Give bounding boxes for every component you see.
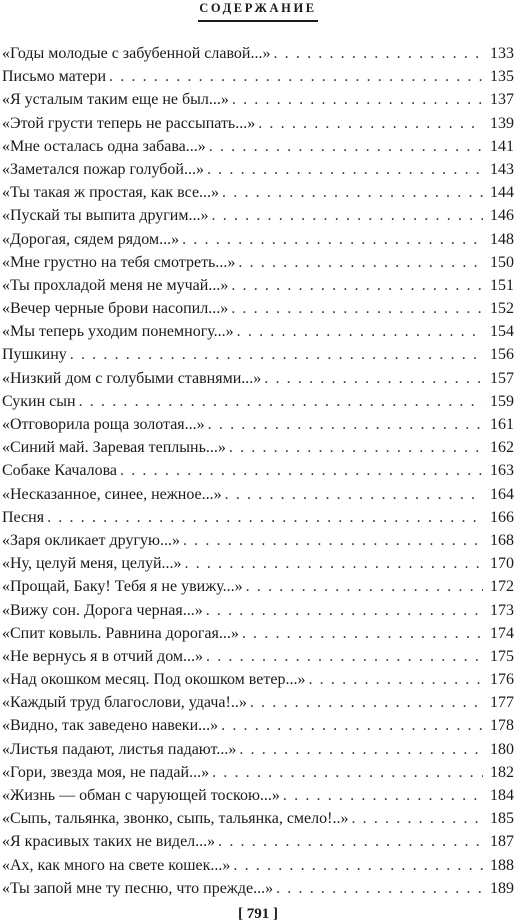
- toc-entry-page: 152: [490, 300, 514, 318]
- dot-leader: [231, 276, 483, 296]
- toc-entry-title: «Жизнь — обман с чарующей тоскою...»: [2, 787, 280, 804]
- toc-entry-title: «Низкий дом с голубыми ставнями...»: [2, 369, 262, 387]
- toc-entry-page: 176: [490, 671, 514, 689]
- toc-entry: [2, 461, 514, 484]
- toc-entry-title: Сукин сын: [2, 392, 76, 410]
- dot-leader: [246, 577, 483, 597]
- toc-entry: [2, 531, 514, 554]
- toc-entry-title: «Вижу сон. Дорога черная...»: [2, 601, 203, 619]
- toc-entry: [2, 206, 514, 229]
- toc-entry: [2, 693, 514, 716]
- toc-entry: [2, 276, 514, 299]
- toc-entry-page: 185: [490, 810, 514, 828]
- toc-entry: [2, 345, 514, 368]
- toc-entry: [2, 508, 514, 531]
- dot-leader: [79, 392, 483, 412]
- page-number: [ 791 ]: [238, 906, 278, 922]
- toc-entry-title: Письмо матери: [2, 68, 106, 86]
- toc-entry-title: «Листья падают, листья падают...»: [2, 740, 237, 758]
- toc-entry-title: «Дорогая, сядем рядом...»: [2, 230, 180, 248]
- dot-leader: [258, 114, 483, 134]
- toc-entry-title: «Годы молодые с забубенной славой...»: [2, 45, 271, 62]
- toc-entry-title: «Несказанное, синее, нежное...»: [2, 485, 222, 503]
- toc-entry: [2, 438, 514, 461]
- toc-entry-title: «Ах, как много на свете кошек...»: [2, 856, 231, 874]
- toc-entry: [2, 577, 514, 600]
- dot-leader: [229, 438, 483, 458]
- toc-entry-page: 180: [490, 740, 514, 758]
- toc-entry-page: 162: [490, 439, 514, 457]
- toc-entry-title: «Прощай, Баку! Тебя я не увижу...»: [2, 578, 243, 596]
- toc-entry-page: 178: [490, 717, 514, 735]
- toc-entry-page: 139: [490, 114, 514, 132]
- toc-entry-title: «Мы теперь уходим понемногу...»: [2, 323, 234, 341]
- toc-entry-page: 182: [490, 763, 514, 781]
- toc-entry-page: 175: [490, 647, 514, 665]
- toc-entry-page: 189: [490, 879, 514, 897]
- dot-leader: [237, 322, 483, 342]
- toc-entry-title: «Я красивых таких не видел...»: [2, 833, 216, 851]
- dot-leader: [218, 832, 483, 852]
- toc-entry: [2, 114, 514, 137]
- toc-entry-title: «Я усталым таким еще не был...»: [2, 91, 229, 109]
- dot-leader: [212, 206, 484, 226]
- dot-leader: [232, 90, 483, 110]
- toc-entry: [2, 67, 514, 90]
- toc-entry-title: «Гори, звезда моя, не падай...»: [2, 763, 210, 781]
- toc-entry-page: 187: [490, 833, 514, 851]
- toc-entry: [2, 809, 514, 832]
- toc-entry: [2, 322, 514, 345]
- toc-entry-title: Собаке Качалова: [2, 462, 118, 480]
- toc-entry-title: «Сыпь, тальянка, звонко, сыпь, тальянка, смело!..»: [2, 810, 349, 828]
- toc-entry: [2, 832, 514, 855]
- toc-entry: [2, 230, 514, 253]
- dot-leader: [221, 716, 483, 736]
- header-rule: [198, 20, 318, 22]
- toc-entry-title: «Ты прохладой меня не мучай...»: [2, 276, 229, 294]
- toc-entry-title: «Спит ковыль. Равнина дорогая...»: [2, 624, 239, 642]
- toc-entry: [2, 647, 514, 670]
- dot-leader: [238, 253, 483, 273]
- toc-entry-title: «Мне грустно на тебя смотреть...»: [2, 253, 236, 271]
- dot-leader: [120, 461, 483, 481]
- toc-entry-page: 163: [490, 462, 514, 480]
- toc-entry: [2, 670, 514, 693]
- dot-leader: [283, 786, 483, 806]
- dot-leader: [231, 299, 483, 319]
- toc-entry-title: «Этой грусти теперь не рассыпать...»: [2, 114, 256, 132]
- dot-leader: [206, 647, 483, 667]
- toc-entry: [2, 856, 514, 879]
- toc-entry-page: 148: [490, 230, 514, 248]
- toc-entry-title: «Синий май. Заревая теплынь...»: [2, 439, 226, 457]
- toc-entry: [2, 90, 514, 113]
- toc-entry-title: «Ты такая ж простая, как все...»: [2, 184, 220, 202]
- toc-entry-page: 133: [490, 45, 514, 62]
- toc-entry-title: «Заря окликает другую...»: [2, 531, 180, 549]
- toc-entry-page: 135: [490, 68, 514, 86]
- toc-entry: [2, 160, 514, 183]
- toc-entry: [2, 716, 514, 739]
- toc-entry-title: «Видно, так заведено навеки...»: [2, 717, 219, 735]
- dot-leader: [222, 183, 483, 203]
- toc-entry: [2, 415, 514, 438]
- dot-leader: [208, 415, 483, 435]
- toc-entry-page: 151: [490, 276, 514, 294]
- dot-leader: [70, 345, 483, 365]
- toc-entry-title: «Ну, целуй меня, целуй...»: [2, 555, 182, 573]
- toc-entry-title: «Над окошком месяц. Под окошком ветер...»: [2, 671, 306, 689]
- toc-entry: [2, 253, 514, 276]
- page-header: [0, 0, 516, 22]
- toc-entry-page: 154: [490, 323, 514, 341]
- dot-leader: [109, 67, 483, 87]
- toc-entry: [2, 624, 514, 647]
- dot-leader: [183, 531, 483, 551]
- toc-entry-page: 188: [490, 856, 514, 874]
- toc-entry-page: 164: [490, 485, 514, 503]
- toc-entry-title: «Не вернусь я в отчий дом...»: [2, 647, 204, 665]
- toc-entry-title: Песня: [2, 508, 45, 526]
- toc-entry-page: 170: [490, 555, 514, 573]
- toc-entry-title: «Пускай ты выпита другим...»: [2, 207, 209, 225]
- toc-entry-page: 144: [490, 184, 514, 202]
- toc-entry-title: «Ты запой мне ту песню, что прежде...»: [2, 879, 274, 897]
- toc-entry-page: 172: [490, 578, 514, 596]
- dot-leader: [273, 44, 483, 64]
- dot-leader: [351, 809, 483, 829]
- dot-leader: [206, 601, 483, 621]
- dot-leader: [250, 693, 483, 713]
- toc-entry-page: 168: [490, 531, 514, 549]
- dot-leader: [207, 160, 483, 180]
- dot-leader: [225, 485, 483, 505]
- dot-leader: [264, 369, 483, 389]
- toc-entry-page: 161: [490, 416, 514, 433]
- dot-leader: [239, 740, 483, 760]
- dot-leader: [185, 554, 483, 574]
- toc-entry: [2, 137, 514, 160]
- toc-entry-page: 174: [490, 624, 514, 642]
- toc-entry-title: «Заметался пожар голубой...»: [2, 160, 204, 178]
- toc-entry-title: «Мне осталась одна забава...»: [2, 137, 206, 155]
- toc-entry-page: 157: [490, 369, 514, 387]
- toc-entry: [2, 554, 514, 577]
- toc-entry-page: 137: [490, 91, 514, 109]
- toc-entry-title: «Вечер черные брови насопил...»: [2, 300, 229, 318]
- toc-entry: [2, 369, 514, 392]
- toc-entry-page: 166: [490, 508, 514, 526]
- toc-entry: [2, 601, 514, 624]
- toc-entry-page: 177: [490, 694, 514, 712]
- toc-entry-page: 146: [490, 207, 514, 225]
- toc-entry-page: 159: [490, 392, 514, 410]
- dot-leader: [276, 879, 483, 899]
- toc-entry-page: 184: [490, 787, 514, 804]
- dot-leader: [182, 230, 483, 250]
- toc-entry-page: 143: [490, 160, 514, 178]
- section-title: СОДЕРЖАНИЕ: [199, 1, 317, 15]
- toc-entry-title: «Каждый труд благослови, удача!..»: [2, 694, 247, 712]
- toc-entry: [2, 299, 514, 322]
- toc-entry-title: Пушкину: [2, 346, 67, 364]
- toc-entry-page: 156: [490, 346, 514, 364]
- toc-entry-title: «Отговорила роща золотая...»: [2, 416, 205, 433]
- table-of-contents: [2, 44, 514, 902]
- toc-entry: [2, 740, 514, 763]
- toc-entry: [2, 763, 514, 786]
- dot-leader: [209, 137, 483, 157]
- toc-entry: [2, 183, 514, 206]
- dot-leader: [308, 670, 483, 690]
- toc-entry-page: 141: [490, 137, 514, 155]
- dot-leader: [233, 856, 483, 876]
- toc-entry: [2, 392, 514, 415]
- dot-leader: [47, 508, 483, 528]
- toc-entry-page: 173: [490, 601, 514, 619]
- toc-entry-page: 150: [490, 253, 514, 271]
- toc-entry: [2, 786, 514, 809]
- toc-entry: [2, 485, 514, 508]
- toc-entry: [2, 44, 514, 67]
- dot-leader: [212, 763, 483, 783]
- toc-entry: [2, 879, 514, 902]
- dot-leader: [242, 624, 483, 644]
